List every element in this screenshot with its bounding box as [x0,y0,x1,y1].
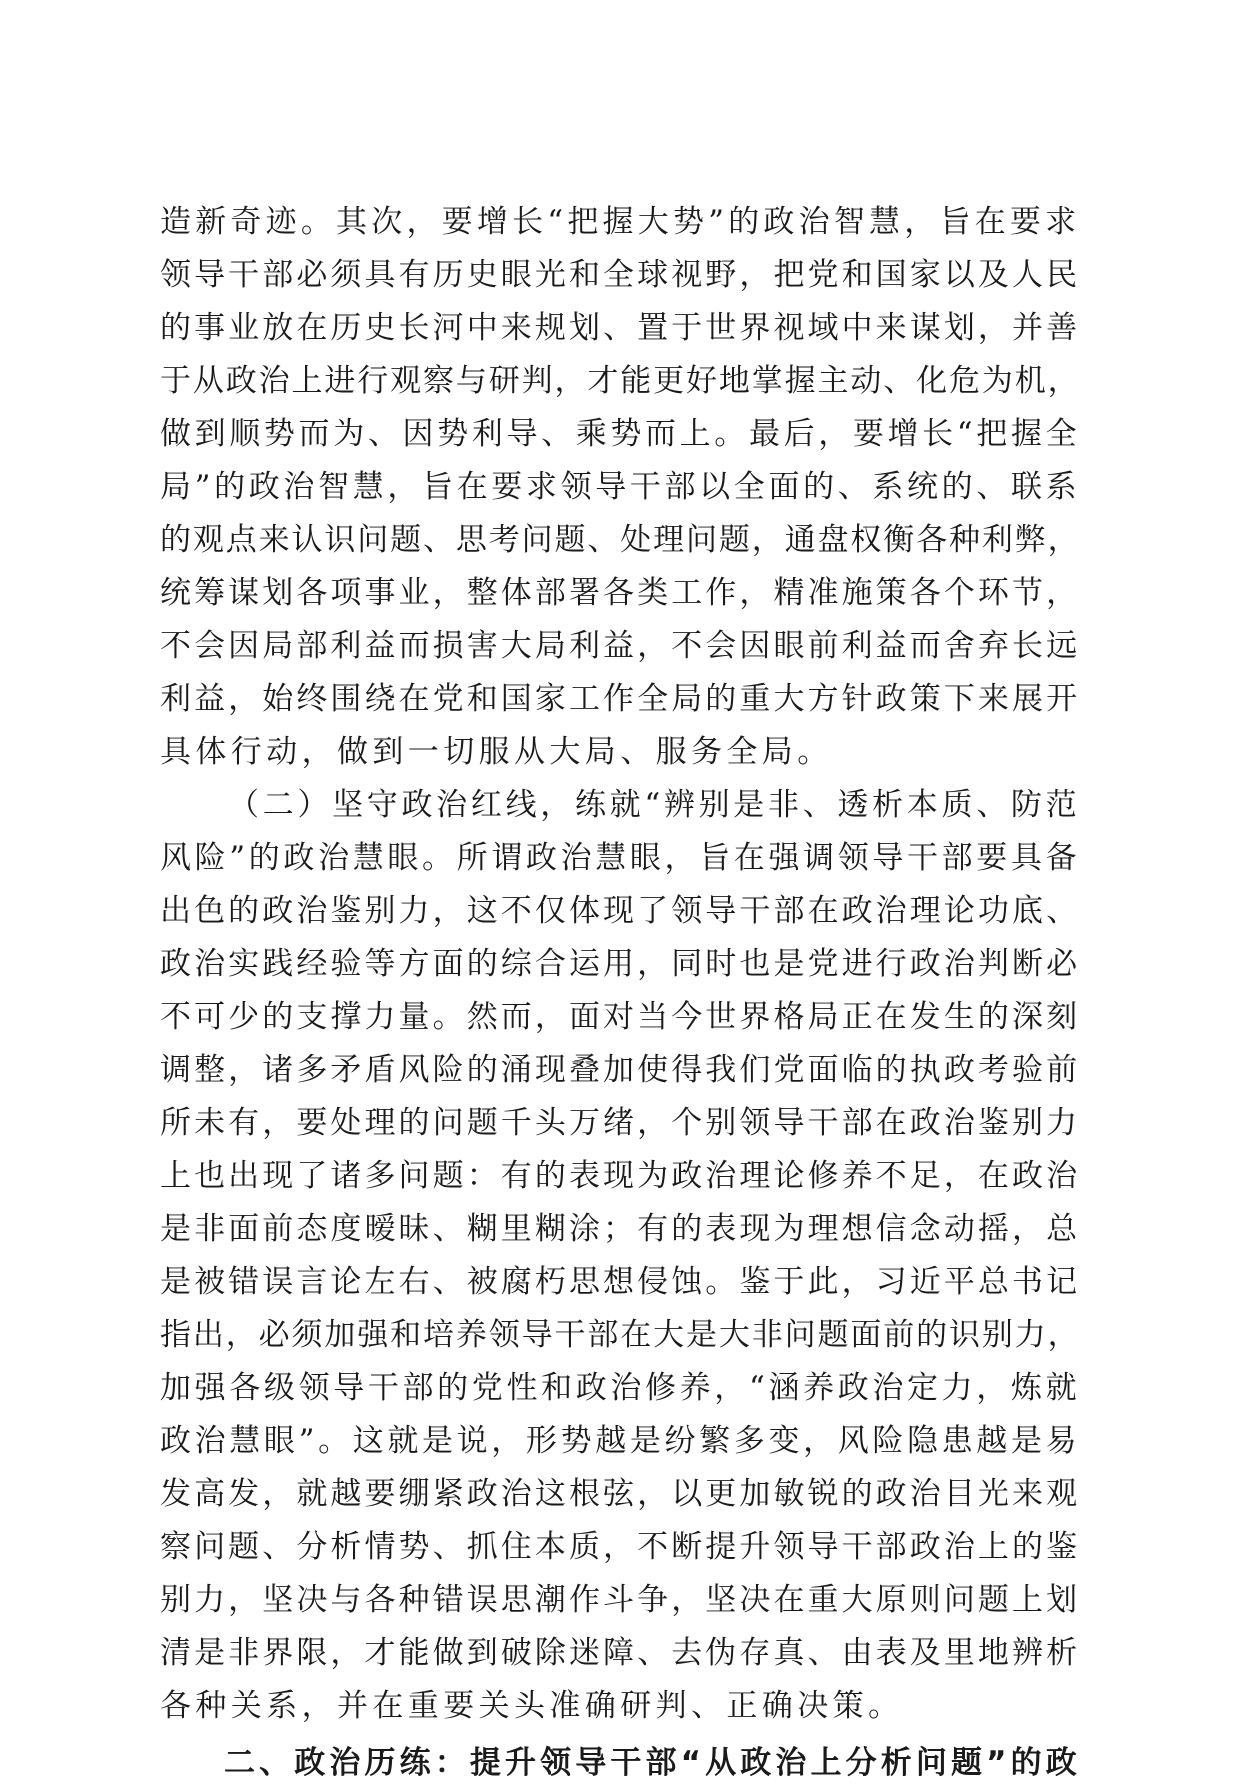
text-line: 的事业放在历史长河中来规划、置于世界视域中来谋划，并善 [160,310,1080,346]
paragraph-wisdom [160,196,1080,779]
text-line: 利益，始终围绕在党和国家工作全局的重大方针政策下来展开 [160,681,1080,717]
text-line: 不可少的支撑力量。然而，面对当今世界格局正在发生的深刻 [160,999,1080,1035]
text-line: 调整，诸多矛盾风险的涌现叠加使得我们党面临的执政考验前 [160,1052,1080,1088]
body-text [160,196,1080,1790]
text-line: 上也出现了诸多问题：有的表现为政治理论修养不足，在政治 [160,1158,1080,1194]
text-line: 所未有，要处理的问题千头万绪，个别领导干部在政治鉴别力 [160,1105,1080,1141]
text-line: 统筹谋划各项事业，整体部署各类工作，精准施策各个环节， [160,575,1080,611]
text-line: 是被错误言论左右、被腐朽思想侵蚀。鉴于此，习近平总书记 [160,1264,1080,1300]
text-line: 领导干部必须具有历史眼光和全球视野，把党和国家以及人民 [160,257,1080,293]
text-line: 的观点来认识问题、思考问题、处理问题，通盘权衡各种利弊， [160,522,1080,558]
text-line: 指出，必须加强和培养领导干部在大是大非问题面前的识别力， [160,1317,1080,1353]
section-heading: 二、政治历练：提升领导干部“从政治上分析问题”的政 [224,1745,1080,1781]
text-line: 局”的政治智慧，旨在要求领导干部以全面的、系统的、联系 [160,469,1080,505]
text-line: 风险”的政治慧眼。所谓政治慧眼，旨在强调领导干部要具备 [160,840,1080,876]
text-line: 加强各级领导干部的党性和政治修养，“涵养政治定力，炼就 [160,1370,1080,1406]
text-line: 察问题、分析情势、抓住本质，不断提升领导干部政治上的鉴 [160,1529,1080,1565]
text-line: 清是非界限，才能做到破除迷障、去伪存真、由表及里地辨析 [160,1635,1080,1671]
text-line: 做到顺势而为、因势利导、乘势而上。最后，要增长“把握全 [160,416,1080,452]
text-line: 于从政治上进行观察与研判，才能更好地掌握主动、化危为机， [160,363,1080,399]
text-line: 政治慧眼”。这就是说，形势越是纷繁多变，风险隐患越是易 [160,1423,1080,1459]
text-line: 不会因局部利益而损害大局利益，不会因眼前利益而舍弃长远 [160,628,1080,664]
text-line: 政治实践经验等方面的综合运用，同时也是党进行政治判断必 [160,946,1080,982]
text-line: 具体行动，做到一切服从大局、服务全局。 [160,734,833,770]
text-line: 是非面前态度暧昧、糊里糊涂；有的表现为理想信念动摇，总 [160,1211,1080,1247]
text-line: 发高发，就越要绷紧政治这根弦，以更加敏锐的政治目光来观 [160,1476,1080,1512]
text-line: 各种关系，并在重要关头准确研判、正确决策。 [160,1688,904,1724]
text-line: 别力，坚决与各种错误思潮作斗争，坚决在重大原则问题上划 [160,1582,1080,1618]
section-subheading-line: （二）坚守政治红线，练就“辨别是非、透析本质、防范 [228,787,1080,823]
text-line: 造新奇迹。其次，要增长“把握大势”的政治智慧，旨在要求 [160,204,1080,240]
paragraph-political-insight [160,779,1080,1733]
text-line: 出色的政治鉴别力，这不仅体现了领导干部在政治理论功底、 [160,893,1080,929]
